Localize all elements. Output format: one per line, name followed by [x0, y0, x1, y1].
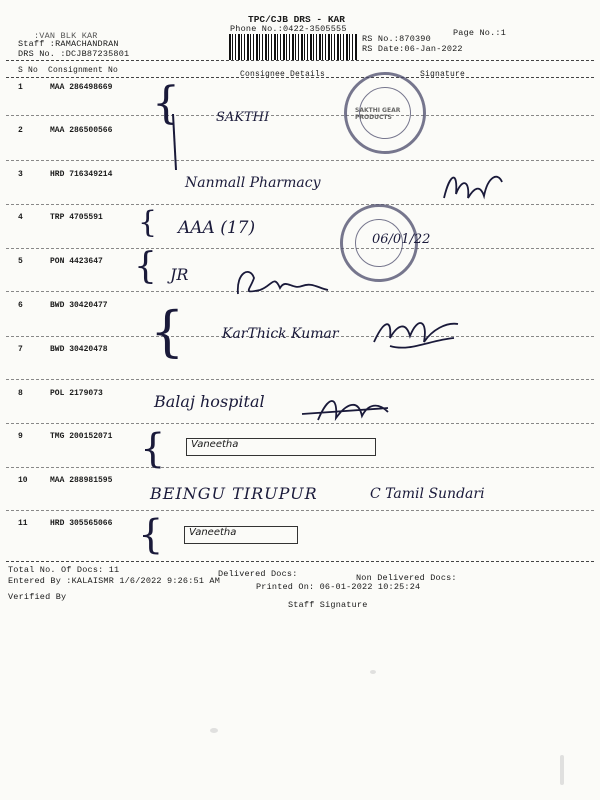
delivered-docs: Delivered Docs:: [218, 569, 298, 579]
handwritten-beingu: BEINGU TIRUPUR: [150, 484, 318, 503]
row-sno: 9: [18, 432, 23, 441]
row-sno: 5: [18, 257, 23, 266]
stamped-name-box: [184, 526, 298, 544]
row-sno: 3: [18, 170, 23, 179]
row-sno: 2: [18, 126, 23, 135]
document-title: TPC/CJB DRS - KAR: [248, 14, 345, 25]
row-divider: [6, 510, 594, 511]
handwritten-balaji: Balaj hospital: [154, 392, 265, 411]
row-consignment: BWD 30420478: [50, 345, 108, 354]
stamp-text: SAKTHI GEAR PRODUCTS: [355, 107, 401, 121]
row-sno: 1: [18, 83, 23, 92]
row-consignment: MAA 288981595: [50, 476, 113, 485]
signature: [232, 260, 332, 302]
column-signature: Signature: [420, 70, 466, 79]
scan-smudge: [210, 728, 218, 733]
total-docs: Total No. Of Docs: 11: [8, 565, 120, 575]
column-sno: S No: [18, 66, 39, 75]
brace-mark: {: [138, 512, 164, 558]
stamp-date: 06/01/22: [372, 232, 431, 247]
brace-mark: {: [138, 205, 158, 240]
header-divider: [6, 60, 594, 61]
brace-mark: {: [152, 78, 180, 129]
signature: [440, 168, 510, 210]
stamped-name: Vaneetha: [191, 439, 239, 450]
staff-signature: Staff Signature: [288, 600, 368, 610]
row-consignment: POL 2179073: [50, 389, 103, 398]
row-sno: 11: [18, 519, 28, 528]
handwritten-jr: JR: [170, 265, 189, 284]
column-details: Consignee Details: [240, 70, 326, 79]
row-consignment: PON 4423647: [50, 257, 103, 266]
handwritten-aaa: AAA (17): [178, 218, 256, 238]
row-consignment: MAA 286500566: [50, 126, 113, 135]
column-divider: [6, 77, 594, 78]
row-consignment: TRP 4705591: [50, 213, 103, 222]
row-sno: 7: [18, 345, 23, 354]
scan-smudge: [370, 670, 376, 674]
row-consignment: BWD 30420477: [50, 301, 108, 310]
row-consignment: HRD 716349214: [50, 170, 113, 179]
entered-by: Entered By :KALAISMR 1/6/2022 9:26:51 AM: [8, 576, 221, 586]
brace-mark: {: [150, 300, 185, 363]
row-sno: 8: [18, 389, 23, 398]
page-number: Page No.:1: [453, 28, 507, 38]
non-delivered-docs: Non Delivered Docs:: [356, 573, 457, 583]
drs-number: DRS No. :DCJB87235801: [18, 49, 130, 59]
scan-smudge: [560, 755, 564, 785]
signature: [370, 312, 462, 358]
handwritten-tamil: C Tamil Sundari: [370, 486, 485, 502]
row-divider: [6, 467, 594, 468]
handwritten-pharmacy: Nanmall Pharmacy: [185, 175, 321, 191]
row-consignment: MAA 286498669: [50, 83, 113, 92]
row-divider: [6, 160, 594, 161]
row-divider: [6, 379, 594, 380]
barcode: [229, 34, 357, 60]
row-sno: 4: [18, 213, 23, 222]
company-stamp: [344, 72, 426, 154]
handwritten-sakthi: SAKTHI: [216, 110, 270, 125]
van-line: :VAN BLK KAR: [34, 31, 98, 41]
stamped-name-box: [186, 438, 376, 456]
footer-divider: [6, 561, 594, 562]
verified-by: Verified By: [8, 592, 67, 602]
row-sno: 10: [18, 476, 28, 485]
row-consignment: HRD 305565066: [50, 519, 113, 528]
row-divider: [6, 115, 594, 116]
bracket-line: [170, 112, 182, 172]
staff-name: Staff :RAMACHANDRAN: [18, 39, 119, 49]
brace-mark: {: [140, 426, 166, 472]
row-divider: [6, 248, 594, 249]
row-sno: 6: [18, 301, 23, 310]
stamped-name: Vaneetha: [189, 527, 237, 538]
phone-number: Phone No.:0422-3505555: [230, 24, 347, 34]
handwritten-karthick: KarThick Kumar: [222, 326, 339, 342]
signature: [298, 390, 398, 430]
column-consignment: Consignment No: [48, 66, 119, 75]
printed-on: Printed On: 06-01-2022 10:25:24: [256, 582, 421, 592]
row-consignment: TMG 200152071: [50, 432, 113, 441]
rs-number: RS No.:870390: [362, 34, 431, 44]
rs-date: RS Date:06-Jan-2022: [362, 44, 463, 54]
brace-mark: {: [134, 246, 157, 287]
